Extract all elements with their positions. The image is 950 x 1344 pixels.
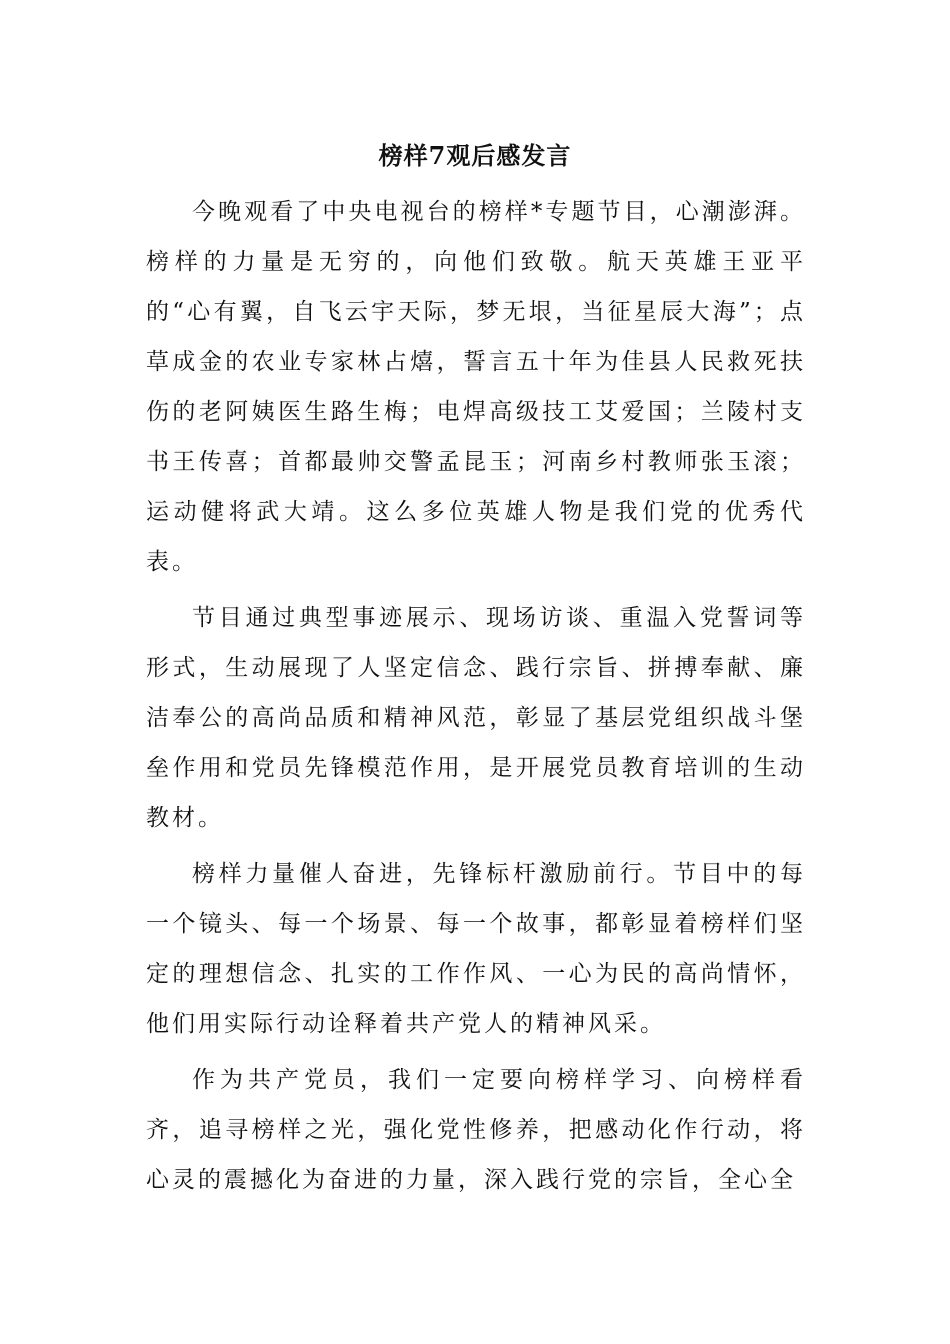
paragraph-4: 作为共产党员，我们一定要向榜样学习、向榜样看齐，追寻榜样之光，强化党性修养，把感动化作行动，将心灵的震撼化为奋进的力量，深入践行党的宗旨，全心全 [146,1067,806,1193]
document-body [146,187,806,1211]
paragraph-2: 节目通过典型事迹展示、现场访谈、重温入党誓词等形式，生动展现了人坚定信念、践行宗旨、拼搏奉献、廉洁奉公的高尚品质和精神风范，彰显了基层党组织战斗堡垒作用和党员先锋模范作用，是开展党员教育培训的生动教材。 [146,605,806,831]
paragraph-1: 今晚观看了中央电视台的榜样*专题节目，心潮澎湃。榜样的力量是无穷的，向他们致敬。航天英雄王亚平的“心有翼，自飞云宇天际，梦无垠，当征星辰大海”；点草成金的农业专家林占熺，誓言五十年为佳县人民救死扶伤的老阿姨医生路生梅；电焊高级技工艾爱国；兰陵村支书王传喜；首都最帅交警孟昆玉；河南乡村教师张玉滚；运动健将武大靖。这么多位英雄人物是我们党的优秀代表。 [146,199,806,575]
document-title: 榜样7观后感发言 [378,141,572,170]
paragraph-3: 榜样力量催人奋进，先锋标杆激励前行。节目中的每一个镜头、每一个场景、每一个故事，都彰显着榜样们坚定的理想信念、扎实的工作作风、一心为民的高尚情怀，他们用实际行动诠释着共产党人的精神风采。 [146,861,806,1037]
